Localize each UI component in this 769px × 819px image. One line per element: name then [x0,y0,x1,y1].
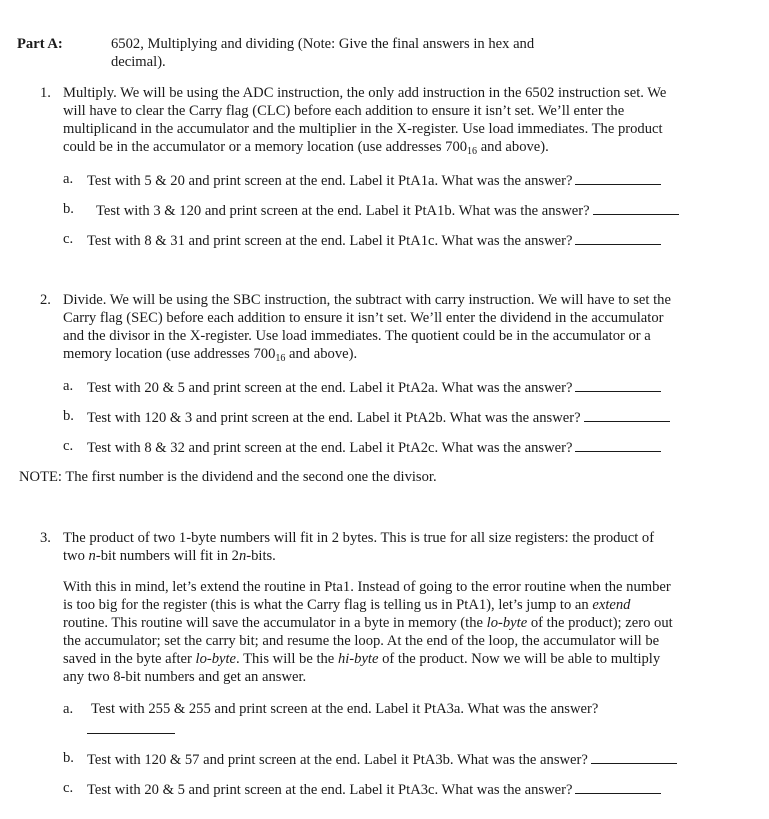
question-3-para-line-6: any two 8-bit numbers and get an answer. [63,669,307,685]
part-label: Part A: [17,36,63,52]
question-3-para-line-3: routine. This routine will save the accumulator in a byte in memory (the lo-byte of the product); zero out [63,615,673,631]
answer-blank-1c[interactable] [575,230,661,245]
answer-blank-3c[interactable] [575,779,661,794]
question-1-text-line-3: multiplicand in the accumulator and the multiplier in the X-register. Use load immediates. The product [63,121,663,137]
answer-blank-1b[interactable] [593,200,679,215]
question-1b: Test with 3 & 120 and print screen at the end. Label it PtA1b. What was the answer? [96,200,679,220]
question-1-number: 1. [40,85,51,101]
question-2-text-line-4: memory location (use addresses $700_{16}$ and above). [63,346,358,364]
question-2c: Test with 8 & 32 and print screen at the end. Label it PtA2c. What was the answer? [87,437,661,457]
answer-blank-1a[interactable] [575,170,661,185]
question-1c-label: c. [63,231,74,247]
answer-blank-2b[interactable] [584,407,670,422]
question-2c-label: c. [63,438,74,454]
question-2-text-line-3: and the divisor in the X-register. Use load immediates. The quotient could be in the accumulator or a [63,328,651,344]
answer-blank-2c[interactable] [575,437,661,452]
question-1a-label: a. [63,171,74,187]
question-1b-label: b. [63,201,74,217]
question-2a: Test with 20 & 5 and print screen at the end. Label it PtA2a. What was the answer? [87,377,661,397]
part-title-line-1: 6502, Multiplying and dividing (Note: Give the final answers in hex and [111,36,535,52]
question-3b: Test with 120 & 57 and print screen at the end. Label it PtA3b. What was the answer? [87,749,677,769]
question-2b: Test with 120 & 3 and print screen at the end. Label it PtA2b. What was the answer? [87,407,670,427]
question-2-number: 2. [40,292,51,308]
question-3-para-line-1: With this in mind, let’s extend the routine in Pta1. Instead of going to the error routine when the number [63,579,671,595]
answer-blank-3a[interactable] [87,733,175,734]
question-3-para-line-2: is too big for the register (this is what the Carry flag is telling us in PtA1), let’s jump to an extend [63,597,631,613]
question-1-text-line-2: will have to clear the Carry flag (CLC) before each addition to ensure it isn’t set. We’ll enter the [63,103,625,119]
question-3-para-line-4: the accumulator; set the carry bit; and resume the loop. At the end of the loop, the accumulator will be [63,633,660,649]
question-3a-label: a. [63,701,74,717]
question-1c: Test with 8 & 31 and print screen at the end. Label it PtA1c. What was the answer? [87,230,661,250]
answer-blank-3b[interactable] [591,749,677,764]
question-3-para-line-5: saved in the byte after lo-byte. This will be the hi-byte of the product. Now we will be able to multiply [63,651,661,667]
question-2-text-line-1: Divide. We will be using the SBC instruction, the subtract with carry instruction. We will have to set the [63,292,671,308]
question-2b-label: b. [63,408,74,424]
question-2a-label: a. [63,378,74,394]
question-3-number: 3. [40,530,51,546]
question-2-text-line-2: Carry flag (SEC) before each addition to ensure it isn’t set. We’ll enter the dividend in the accumulator [63,310,664,326]
question-1-text-line-1: Multiply. We will be using the ADC instruction, the only add instruction in the 6502 instruction set. We [63,85,667,101]
question-1-text-line-4: could be in the accumulator or a memory location (use addresses $700_{16}$ and above). [63,139,549,157]
question-3-text-line-2: two n-bit numbers will fit in 2n-bits. [63,548,276,564]
question-3-text-line-1: The product of two 1-byte numbers will fit in 2 bytes. This is true for all size registers: the product of [63,530,655,546]
answer-blank-2a[interactable] [575,377,661,392]
part-title-line-2: decimal). [111,54,166,70]
question-3a: Test with 255 & 255 and print screen at the end. Label it PtA3a. What was the answer? [91,701,599,717]
question-3c-label: c. [63,780,74,796]
question-3b-label: b. [63,750,74,766]
question-1a: Test with 5 & 20 and print screen at the end. Label it PtA1a. What was the answer? [87,170,661,190]
question-3c: Test with 20 & 5 and print screen at the end. Label it PtA3c. What was the answer? [87,779,661,799]
question-2-note: NOTE: The first number is the dividend and the second one the divisor. [19,469,437,485]
